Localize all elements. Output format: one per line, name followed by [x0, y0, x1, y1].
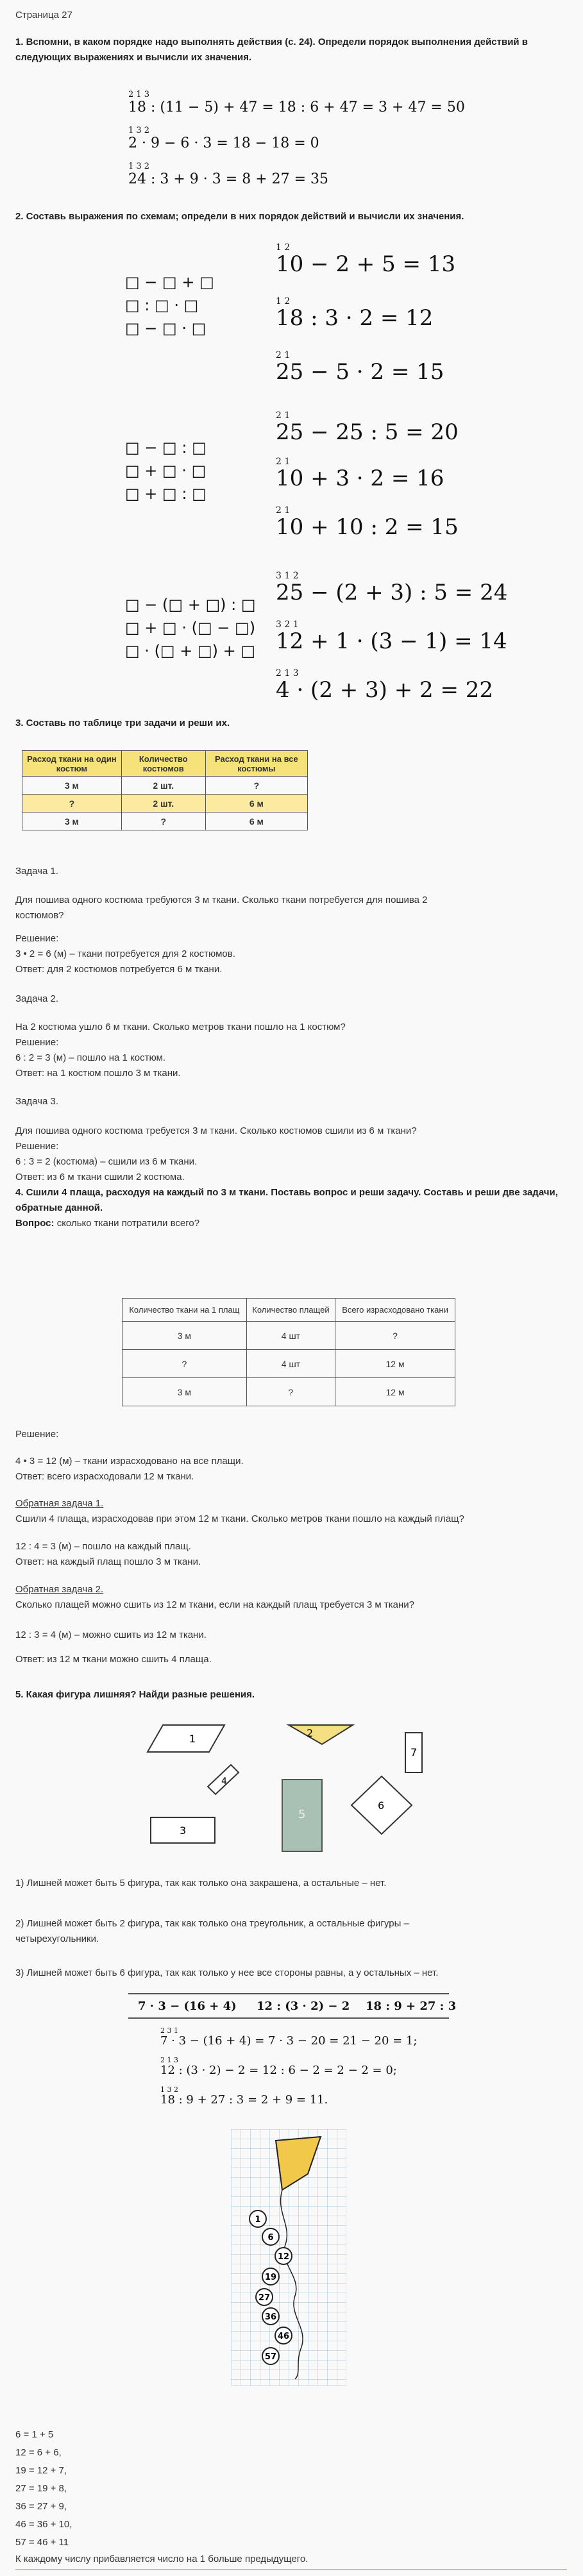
expression: 12 + 1 · (3 − 1) = 14 — [276, 628, 507, 654]
table-header: Всего израсходовано ткани — [335, 1299, 455, 1322]
expression-order: 3 1 2 — [276, 571, 299, 581]
task6-header-expr: 7 · 3 − (16 + 4) — [138, 1999, 237, 2013]
table-cell: 2 шт. — [121, 795, 205, 812]
figure-label: 6 — [378, 1799, 385, 1812]
expression-order: 2 1 — [276, 505, 291, 516]
tail-number: 46 — [277, 2332, 290, 2341]
task6-order: 2 3 1 — [160, 2026, 178, 2035]
solution-label: Решение: — [15, 1429, 59, 1440]
figure-label: 5 — [298, 1808, 306, 1821]
tail-number: 36 — [264, 2312, 277, 2322]
triangle-figure — [289, 1725, 353, 1744]
task4-table — [122, 1298, 455, 1406]
task5-heading: 5. Какая фигура лишняя? Найди разные решения. — [15, 1689, 255, 1700]
scheme-group-b: □ − □ : □ □ + □ · □ □ + □ : □ — [125, 439, 207, 503]
table-cell: ? — [22, 795, 122, 812]
inverse-task2-text: Сколько плащей можно сшить из 12 м ткани, если на каждый плащ требуется 3 м ткани? — [15, 1599, 415, 1610]
table-cell: ? — [123, 1350, 247, 1378]
inverse-task1-title: Обратная задача 1. — [15, 1498, 104, 1509]
table-header: Расход ткани на один костюм — [22, 751, 122, 777]
expression-order: 2 1 — [276, 350, 291, 360]
task7-line: 27 = 19 + 8, — [15, 2483, 67, 2494]
table-cell: ? — [121, 812, 205, 830]
answer-line: Ответ: всего израсходовали 12 м ткани. — [15, 1471, 194, 1482]
task5-answer: 3) Лишней может быть 6 фигура, так как только у нее все стороны равны, а у остальных – нет. — [15, 1967, 439, 1978]
task6-line: 12 : (3 · 2) − 2 = 12 : 6 − 2 = 2 − 2 = 0; — [160, 2064, 397, 2077]
task1-eq2: 2 · 9 − 6 · 3 = 18 − 18 = 0 — [128, 135, 319, 151]
task3-line: 3 • 2 = 6 (м) – ткани потребуется для 2 костюмов. — [15, 948, 235, 959]
tail-number: 1 — [255, 2215, 261, 2225]
table-cell: 3 м — [22, 812, 122, 830]
task7-conclusion: К каждому числу прибавляется число на 1 больше предыдущего. — [15, 2554, 308, 2564]
table-cell: 3 м — [123, 1322, 247, 1350]
task6-order: 2 1 3 — [160, 2056, 178, 2064]
table-cell: 4 шт — [246, 1350, 335, 1378]
expression-order: 1 2 — [276, 242, 291, 253]
table-cell: 12 м — [335, 1378, 455, 1406]
scheme-group-a: □ − □ + □ □ : □ · □ □ − □ · □ — [125, 273, 214, 337]
expression: 18 : 3 · 2 = 12 — [276, 305, 434, 331]
task3-line: Задача 2. — [15, 993, 59, 1004]
task3-line: Решение: — [15, 1037, 59, 1048]
tail-number: 27 — [258, 2293, 271, 2303]
table-cell: 3 м — [123, 1378, 247, 1406]
figure-label: 3 — [180, 1824, 187, 1837]
divider — [15, 2569, 567, 2570]
task1-eq1: 18 : (11 − 5) + 47 = 18 : 6 + 47 = 3 + 47 = 50 — [128, 99, 465, 115]
scheme-group-c: □ − (□ + □) : □ □ + □ · (□ − □) □ · (□ + □) + □ — [125, 596, 256, 660]
task1-eq3-order: 1 3 2 — [128, 162, 150, 171]
table-cell: 3 м — [22, 777, 122, 795]
task1-eq3: 24 : 3 + 9 · 3 = 8 + 27 = 35 — [128, 171, 329, 187]
task3-line: Решение: — [15, 1141, 59, 1152]
inverse-task2-title: Обратная задача 2. — [15, 1584, 104, 1595]
expression: 10 − 2 + 5 = 13 — [276, 251, 456, 277]
inverse-task1-solution: 12 : 4 = 3 (м) – пошло на каждый плащ. — [15, 1541, 191, 1552]
task3-line: Ответ: для 2 костюмов потребуется 6 м ткани. — [15, 964, 223, 975]
task3-line: Ответ: из 6 м ткани сшили 2 костюма. — [15, 1172, 185, 1183]
table-cell: ? — [205, 777, 307, 795]
table-header: Количество плащей — [246, 1299, 335, 1322]
task7-line: 57 = 46 + 11 — [15, 2537, 69, 2548]
table-cell: 6 м — [205, 795, 307, 812]
expression-order: 3 2 1 — [276, 619, 299, 630]
task6-header-expr: 18 : 9 + 27 : 3 — [366, 1999, 457, 2013]
parallelogram-figure — [148, 1725, 224, 1752]
task1-eq1-order: 2 1 3 — [128, 90, 150, 99]
table-cell: 6 м — [205, 812, 307, 830]
task3-line: Для пошива одного костюма требуются 3 м ткани. Сколько ткани потребуется для пошива 2 — [15, 895, 428, 905]
expression-order: 2 1 — [276, 410, 291, 421]
expression-order: 2 1 — [276, 457, 291, 467]
expression: 25 − (2 + 3) : 5 = 24 — [276, 580, 508, 605]
table-header: Количество костюмов — [121, 751, 205, 777]
task7-line: 12 = 6 + 6, — [15, 2447, 62, 2458]
table-cell: 2 шт. — [121, 777, 205, 795]
task1-eq2-order: 1 3 2 — [128, 126, 150, 135]
task5-answer: четырехугольники. — [15, 1933, 99, 1944]
expression-order: 2 1 3 — [276, 668, 299, 678]
question-text: сколько ткани потратили всего? — [56, 1218, 200, 1229]
table-header: Количество ткани на 1 плащ — [123, 1299, 247, 1322]
task6-line: 18 : 9 + 27 : 3 = 2 + 9 = 11. — [160, 2093, 328, 2107]
task2-heading: 2. Составь выражения по схемам; определи в них порядок действий и вычисли их значения. — [15, 211, 464, 222]
expression: 10 + 10 : 2 = 15 — [276, 514, 459, 540]
figure-label: 2 — [307, 1727, 314, 1739]
task3-line: Для пошива одного костюма требуется 3 м ткани. Сколько костюмов сшили из 6 м ткани? — [15, 1125, 417, 1136]
figure-label: 7 — [410, 1746, 418, 1758]
tail-number: 19 — [264, 2273, 277, 2282]
expression-order: 1 2 — [276, 296, 291, 307]
task7-line: 19 = 12 + 7, — [15, 2465, 67, 2476]
inverse-task1-answer: Ответ: на каждый плащ пошло 3 м ткани. — [15, 1556, 201, 1567]
page-title: Страница 27 — [15, 10, 72, 21]
task6-header-expr: 12 : (3 · 2) − 2 — [257, 1999, 350, 2013]
expression: 10 + 3 · 2 = 16 — [276, 466, 444, 491]
task3-table — [22, 750, 308, 830]
task3-heading: 3. Составь по таблице три задачи и реши их. — [15, 718, 230, 728]
table-header: Расход ткани на все костюмы — [205, 751, 307, 777]
task7-line: 6 = 1 + 5 — [15, 2429, 54, 2440]
question-label: Вопрос: — [15, 1218, 55, 1229]
task6-line: 7 · 3 − (16 + 4) = 7 · 3 − 20 = 21 − 20 = 1; — [160, 2034, 418, 2048]
expression: 25 − 5 · 2 = 15 — [276, 359, 444, 385]
divider — [128, 2017, 449, 2019]
figure-label: 4 — [221, 1776, 227, 1787]
figure-label: 1 — [189, 1733, 196, 1745]
expression: 25 − 25 : 5 = 20 — [276, 419, 459, 445]
inverse-task1-text: Сшили 4 плаща, израсходовав при этом 12 м ткани. Сколько метров ткани пошло на каждый плащ? — [15, 1513, 464, 1524]
task5-answer: 1) Лишней может быть 5 фигура, так как только она закрашена, а остальные – нет. — [15, 1878, 387, 1889]
task7-line: 36 = 27 + 9, — [15, 2501, 67, 2512]
kite-illustration — [231, 2129, 346, 2386]
task3-line: Решение: — [15, 933, 59, 944]
task3-line: костюмов? — [15, 910, 64, 921]
solution-line: 4 • 3 = 12 (м) – ткани израсходовано на все плащи. — [15, 1456, 244, 1467]
task6-order: 1 3 2 — [160, 2085, 178, 2094]
task3-line: 6 : 3 = 2 (костюма) – сшили из 6 м ткани. — [15, 1156, 198, 1167]
task4-heading: 4. Сшили 4 плаща, расходуя на каждый по 3 м ткани. Поставь вопрос и реши задачу. Составь и реши две задачи, обратные данной. — [15, 1187, 558, 1213]
divider — [128, 1993, 449, 1994]
tail-number: 12 — [277, 2252, 290, 2262]
table-cell: ? — [246, 1378, 335, 1406]
table-cell: ? — [335, 1322, 455, 1350]
task5-answer: 2) Лишней может быть 2 фигура, так как только она треугольник, а остальные фигуры – — [15, 1918, 409, 1929]
task3-line: Задача 3. — [15, 1096, 59, 1107]
task1-heading: 1. Вспомни, в каком порядке надо выполнять действия (с. 24). Определи порядок выполнения действий в следующих выражениях и вычисли их значения. — [15, 37, 528, 63]
task3-line: 6 : 2 = 3 (м) – пошло на 1 костюм. — [15, 1052, 166, 1063]
table-cell: 4 шт — [246, 1322, 335, 1350]
task3-line: Задача 1. — [15, 866, 59, 877]
inverse-task2-solution: 12 : 3 = 4 (м) – можно сшить из 12 м ткани. — [15, 1629, 207, 1640]
tail-number: 6 — [267, 2233, 274, 2243]
task3-line: Ответ: на 1 костюм пошло 3 м ткани. — [15, 1068, 181, 1079]
table-cell: 12 м — [335, 1350, 455, 1378]
task3-line: На 2 костюма ушло 6 м ткани. Сколько метров ткани пошло на 1 костюм? — [15, 1022, 346, 1032]
tail-number: 57 — [264, 2352, 277, 2362]
expression: 4 · (2 + 3) + 2 = 22 — [276, 677, 494, 703]
task4-question — [15, 1216, 199, 1231]
inverse-task2-answer: Ответ: из 12 м ткани можно сшить 4 плаща. — [15, 1654, 212, 1665]
task7-line: 46 = 36 + 10, — [15, 2519, 72, 2530]
